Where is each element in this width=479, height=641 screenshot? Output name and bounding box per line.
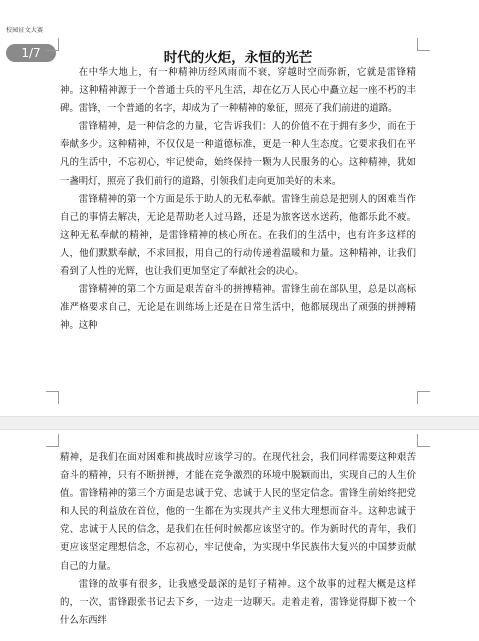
page-separator [0,416,479,430]
contest-label: 校园征文大赛 [6,27,44,34]
document-title: 时代的火炬，永恒的光芒 [163,50,313,66]
page-corner-mark [46,434,59,447]
paragraph: 雷锋的故事有很多，让我感受最深的是钉子精神。这个故事的过程大概是这样的，一次，雷锋跟张书记去下乡，一边走一边聊天。走着走着，雷锋觉得脚下被一个什么东西绊 [60,578,416,626]
page-corner-mark [46,38,59,51]
document-page-2 [60,438,416,641]
paragraph: 在中华大地上，有一种精神历经风雨而不衰，穿越时空而弥新，它就是雷锋精神。这种精神源于一个普通士兵的平凡生活，却在亿万人民心中矗立起一座不朽的丰碑。雷锋，一个普通的名字，却成为了一种精神的象征，照亮了我们前进的道路。 [60,67,416,115]
paragraph: 雷锋精神的第二个方面是艰苦奋斗的拼搏精神。雷锋生前在部队里，总是以高标准严格要求自己，无论是在训练场上还是在日常生活中，他都展现出了顽强的拼搏精神。这种 [60,284,416,332]
page-corner-mark [417,391,430,404]
page-corner-mark [417,434,430,447]
paragraph: 雷锋精神的第一个方面是乐于助人的无私奉献。雷锋生前总是把别人的困难当作自己的事情去解决，无论是帮助老人过马路，还是为旅客送水送药，他都乐此不疲。这种无私奉献的精神，是雷锋精神的核心所在。在我们的生活中，也有许多这样的人，他们默默奉献，不求回报，用自己的行动传递着温暖和力量。这种精神，让我们看到了人性的光辉，也让我们更加坚定了奉献社会的决心。 [60,193,416,278]
document-page-1 [60,40,416,400]
document-body-page-1 [60,64,416,335]
page-indicator-badge: 1/7 [6,44,56,62]
paragraph: 雷锋精神，是一种信念的力量，它告诉我们：人的价值不在于拥有多少，而在于奉献多少。这种精神，不仅仅是一种道德标准，更是一种人生态度。它要求我们在平凡的生活中，不忘初心，牢记使命，始终保持一颗为人民服务的心。这种精神，犹如一盏明灯，照亮了我们前行的道路，引领我们走向更加美好的未来。 [60,121,416,187]
paragraph: 精神，是我们在面对困难和挑战时应该学习的。在现代社会，我们同样需要这种艰苦奋斗的精神，只有不断拼搏，才能在竞争激烈的环境中脱颖而出，实现自己的人生价值。雷锋精神的第三个方面是忠诚于党、忠诚于人民的坚定信念。雷锋生前始终把党和人民的利益放在首位，他的一生都在为实现共产主义伟大理想而奋斗。这种忠诚于党、忠诚于人民的信念，是我们在任何时候都应该坚守的。作为新时代的青年，我们更应该坚定理想信念，不忘初心，牢记使命，为实现中华民族伟大复兴的中国梦贡献自己的力量。 [60,452,416,572]
page-corner-mark [417,38,430,51]
document-body-page-2 [60,449,416,630]
page-corner-mark [46,391,59,404]
